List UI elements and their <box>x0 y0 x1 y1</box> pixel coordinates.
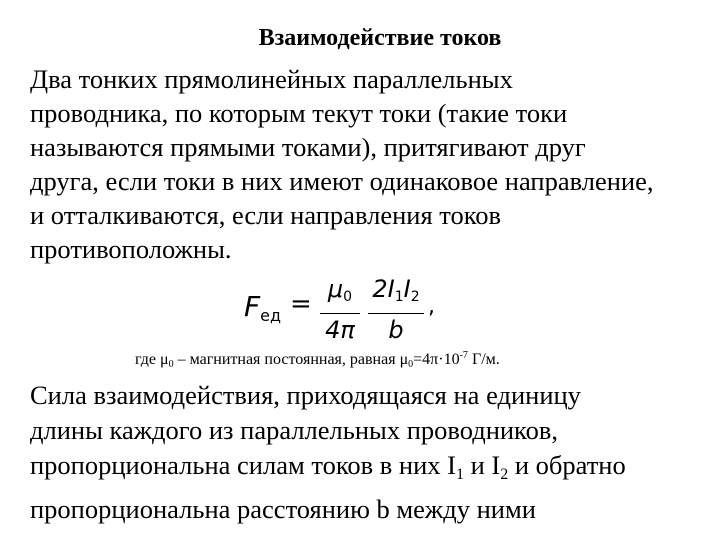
note-text: =4π·10 <box>413 351 460 368</box>
current-two: I <box>403 275 411 303</box>
paragraph-line: называются прямыми токами), притягивают друг <box>30 132 586 162</box>
paragraph-line: пропорциональна расстоянию b между ними <box>30 494 536 524</box>
fraction-denominator: b <box>388 316 404 344</box>
paragraph-line: Два тонких прямолинейных параллельных <box>30 64 513 94</box>
paragraph-line: противоположны. <box>30 234 232 264</box>
paragraph-text: и обратно <box>508 450 626 480</box>
formula-force-subscript: ед <box>260 306 282 325</box>
note-text: Г/м. <box>467 351 500 368</box>
note-text: где μ <box>135 351 169 368</box>
mu-symbol: μ <box>327 275 344 303</box>
current-two-subscript: 2 <box>410 289 420 305</box>
formula-force-symbol: F <box>244 290 261 323</box>
fraction-bar <box>368 313 424 314</box>
formula-comma: , <box>428 294 435 319</box>
mu-subscript: 0 <box>343 289 353 305</box>
current-one: 2I <box>372 275 395 303</box>
paragraph-force-per-length <box>30 378 710 527</box>
paragraph-line <box>30 448 710 492</box>
formula-equals: = <box>290 289 312 319</box>
fraction-numerator <box>368 274 424 312</box>
paragraph-parallel-currents <box>30 62 710 266</box>
formula-fraction-mu <box>320 274 360 345</box>
current-subscript: 2 <box>500 466 509 483</box>
paragraph-line: длины каждого из параллельных проводников, <box>30 415 558 445</box>
paragraph-text: пропорциональна силам токов в них I <box>30 450 456 480</box>
paragraph-text: и I <box>463 450 501 480</box>
formula-lhs <box>244 290 281 325</box>
paragraph-line: и отталкиваются, если направления токов <box>30 200 502 230</box>
paragraph-line: Сила взаимодействия, приходящаяся на единицу <box>30 380 581 410</box>
formula-fraction-currents <box>368 274 424 345</box>
fraction-bar <box>320 313 360 314</box>
note-subscript: 0 <box>408 359 414 370</box>
note-subscript: 0 <box>168 359 174 370</box>
current-subscript: 1 <box>455 466 464 483</box>
note-exponent: -7 <box>459 350 468 361</box>
fraction-denominator: 4π <box>325 316 355 344</box>
paragraph-line: друга, если токи в них имеют одинаковое направление, <box>30 166 654 196</box>
note-text: – магнитная постоянная, равная μ <box>173 351 409 368</box>
paragraph-line: проводника, по которым текут токи (такие токи <box>30 98 568 128</box>
magnetic-constant-note <box>135 346 500 375</box>
force-formula <box>244 272 444 344</box>
slide-title: Взаимодействие токов <box>258 25 502 51</box>
fraction-numerator <box>320 274 360 312</box>
current-one-subscript: 1 <box>394 289 404 305</box>
